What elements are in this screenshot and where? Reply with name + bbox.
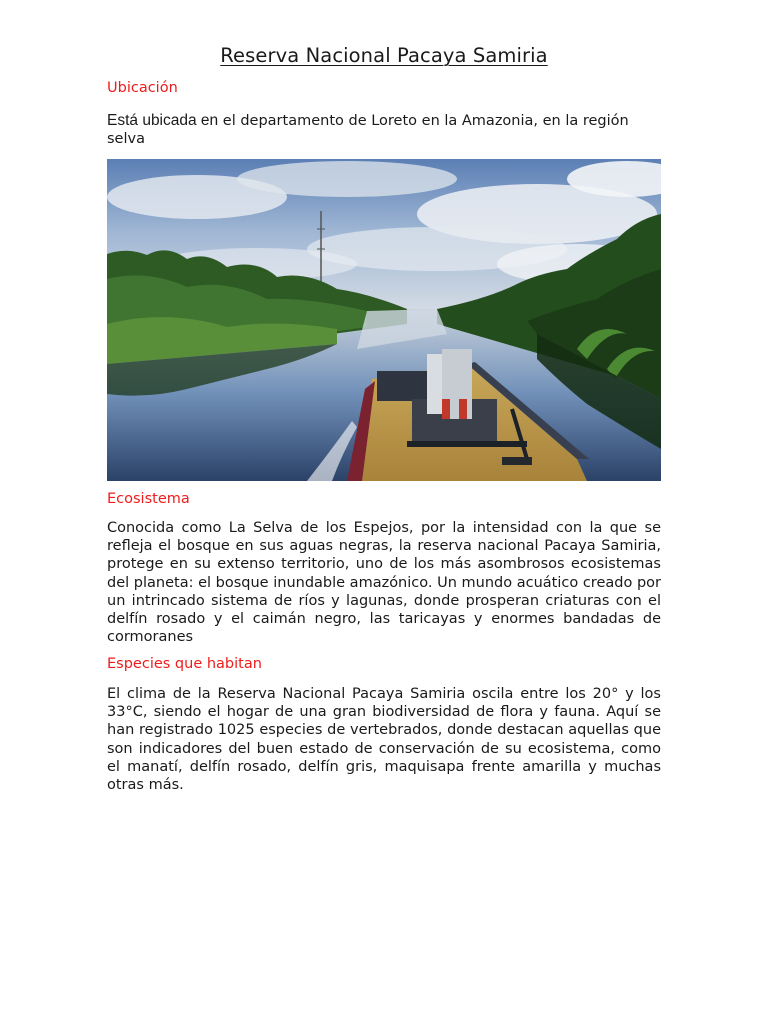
paragraph-especies: El clima de la Reserva Nacional Pacaya Samiria oscila entre los 20° y los 33°C, siendo el hogar de una gran biodiversidad de flora y fauna. Aquí se han registrado 1025 especies de vertebrados, donde destacan aquellas que son indicadores del buen estado de conservación de su ecosistema, como el manatí, delfín rosado, delfín gris, maquisapa frente amarilla y muchas otras más. [107, 686, 661, 794]
paragraph-body-text: el departamento de Loreto en la Amazonia, en la región selva [107, 113, 629, 148]
paragraph-ubicacion [107, 112, 655, 148]
section-heading-ubicacion: Ubicación [107, 80, 178, 96]
page-title: Reserva Nacional Pacaya Samiria [220, 44, 548, 67]
section-heading-ecosistema: Ecosistema [107, 491, 190, 507]
section-heading-especies: Especies que habitan [107, 656, 262, 672]
paragraph-ecosistema: Conocida como La Selva de los Espejos, por la intensidad con la que se refleja el bosque en sus aguas negras, la reserva nacional Pacaya Samiria, protege en su extenso territorio, uno de los más asombrosos ecosistemas del planeta: el bosque inundable amazónico. Un mundo acuático creado por un intrincado sistema de ríos y lagunas, donde prosperan criaturas con el delfín rosado y el caimán negro, las taricayas y enormes bandadas de cormoranes [107, 520, 661, 646]
paragraph-lead-text: Está ubicada en [107, 112, 219, 129]
river-landscape-photo [107, 159, 661, 481]
